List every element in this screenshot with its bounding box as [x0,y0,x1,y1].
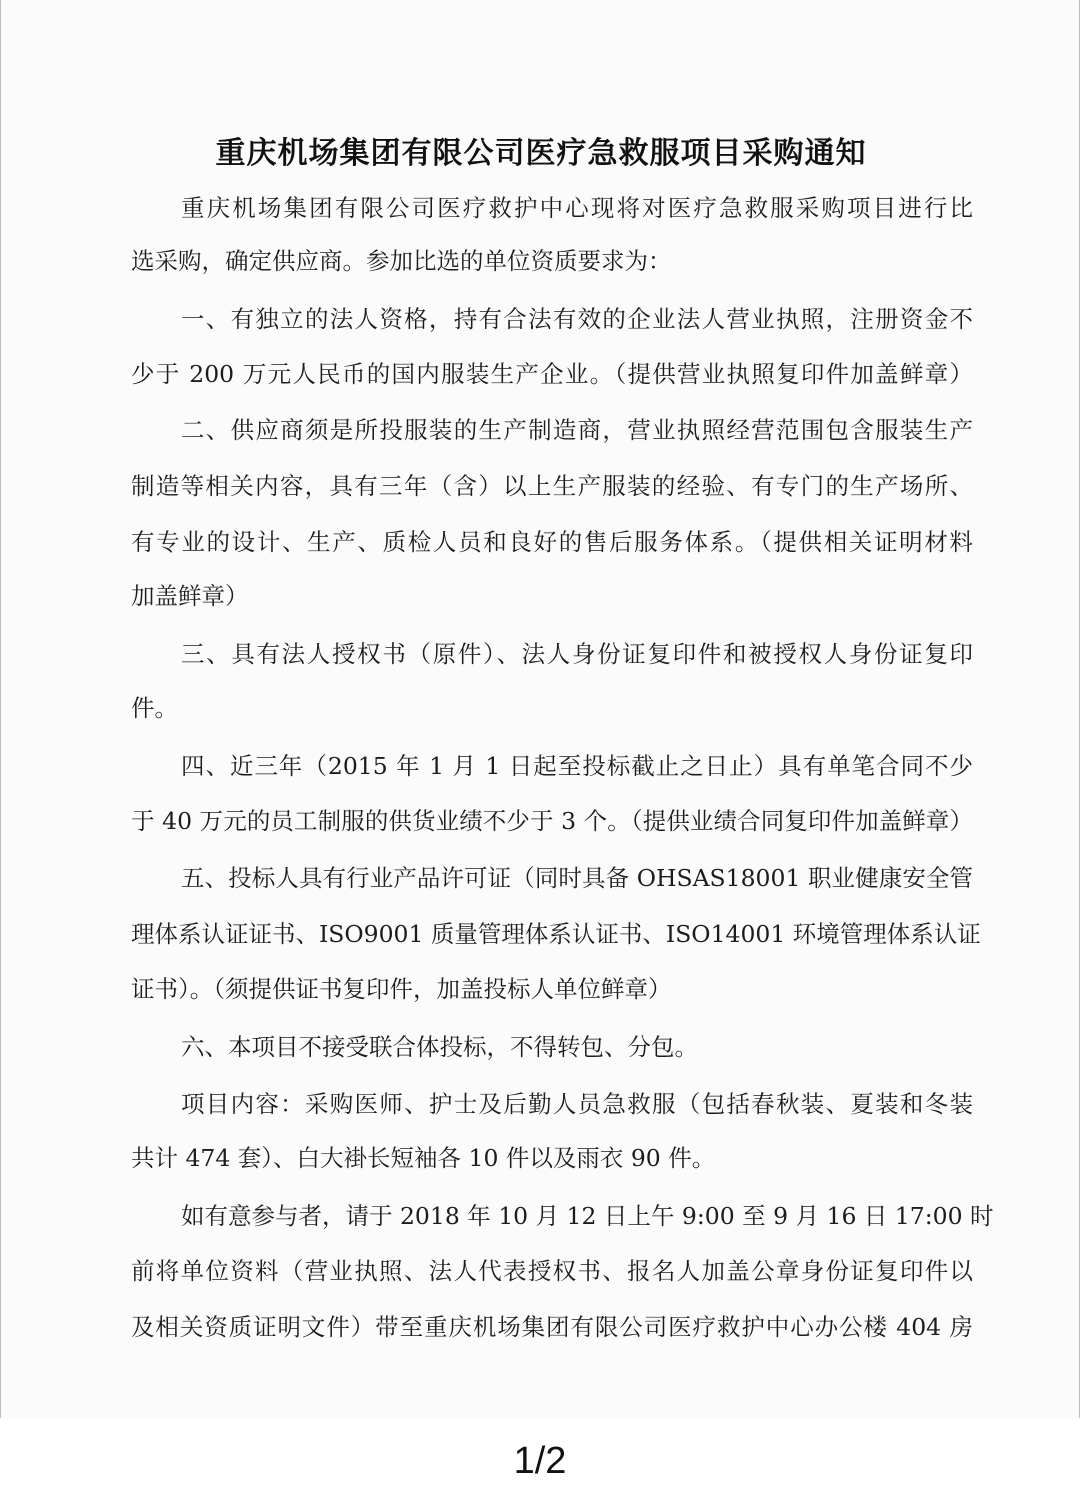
text-line: 少于 200 万元人民币的国内服装生产企业。（提供营业执照复印件加盖鲜章） [131,360,973,388]
text-line: 于 40 万元的员工制服的供货业绩不少于 3 个。（提供业绩合同复印件加盖鲜章） [131,807,973,835]
text-line: 件。 [131,694,178,722]
text-line: 五、投标人具有行业产品许可证（同时具备 OHSAS18001 职业健康安全管 [181,864,973,892]
text-line: 加盖鲜章） [131,582,249,610]
text-line: 四、近三年（2015 年 1 月 1 日起至投标截止之日止）具有单笔合同不少 [181,752,973,780]
text-line: 选采购，确定供应商。参加比选的单位资质要求为： [131,247,672,275]
text-line: 二、供应商须是所投服装的生产制造商，营业执照经营范围包含服装生产 [181,416,973,444]
text-line: 理体系认证证书、ISO9001 质量管理体系认证书、ISO14001 环境管理体系认证 [131,920,981,948]
page-indicator: 1/2 [513,1440,567,1482]
text-line: 制造等相关内容，具有三年（含）以上生产服装的经验、有专门的生产场所、 [131,472,973,500]
text-line: 共计 474 套）、白大褂长短袖各 10 件以及雨衣 90 件。 [131,1144,716,1172]
document-title: 重庆机场集团有限公司医疗急救服项目采购通知 [215,136,867,171]
text-line: 及相关资质证明文件）带至重庆机场集团有限公司医疗救护中心办公楼 404 房 [131,1313,973,1341]
text-line: 前将单位资料（营业执照、法人代表授权书、报名人加盖公章身份证复印件以 [131,1257,973,1285]
text-line: 如有意参与者，请于 2018 年 10 月 12 日上午 9:00 至 9 月 16 日 17:00 时 [181,1202,994,1230]
text-line: 重庆机场集团有限公司医疗救护中心现将对医疗急救服采购项目进行比 [181,194,973,222]
text-line: 一、有独立的法人资格，持有合法有效的企业法人营业执照，注册资金不 [181,305,973,333]
text-line: 证书）。（须提供证书复印件，加盖投标人单位鲜章） [131,975,672,1003]
text-line: 项目内容：采购医师、护士及后勤人员急救服（包括春秋装、夏装和冬装 [181,1090,973,1118]
text-line: 六、本项目不接受联合体投标，不得转包、分包。 [181,1033,698,1061]
text-line: 三、具有法人授权书（原件）、法人身份证复印件和被授权人身份证复印 [181,640,973,668]
text-line: 有专业的设计、生产、质检人员和良好的售后服务体系。（提供相关证明材料 [131,528,973,556]
